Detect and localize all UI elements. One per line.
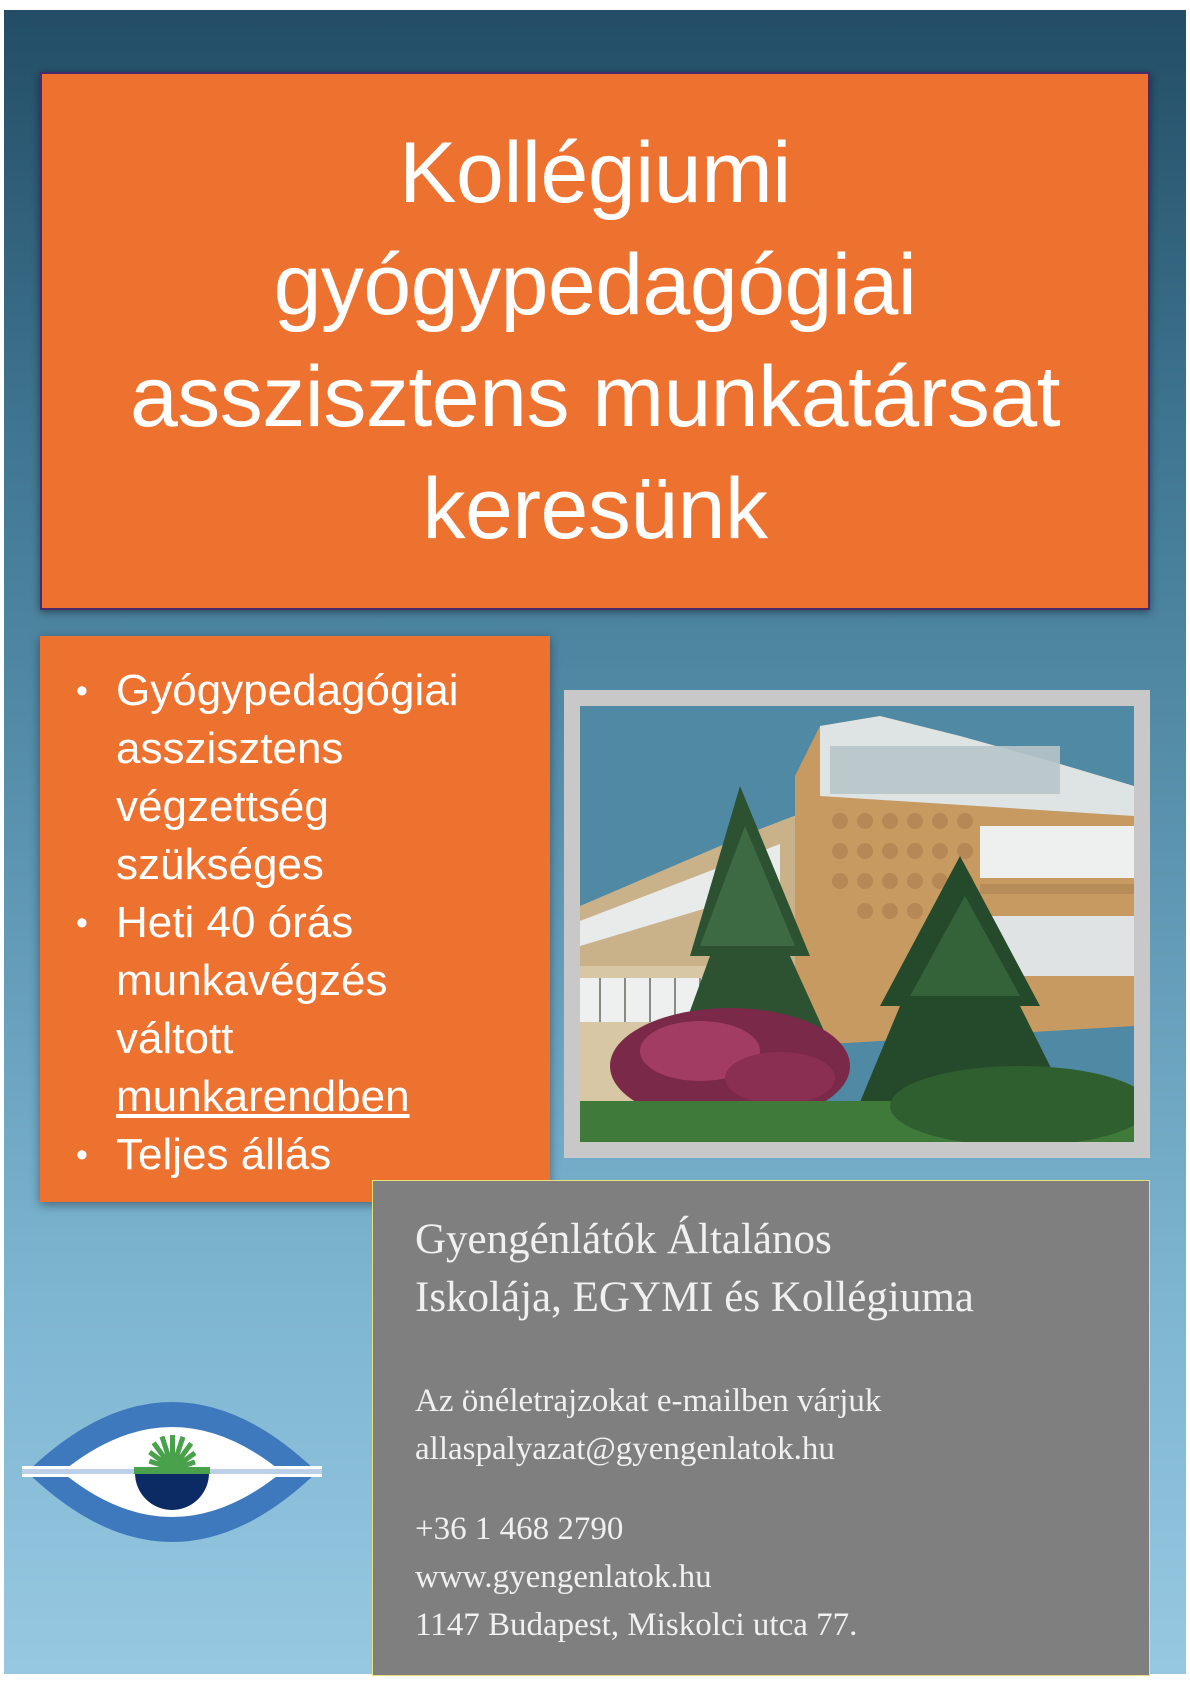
list-item-line: szükséges	[116, 840, 324, 889]
list-item	[76, 662, 540, 894]
list-item-line: Gyógypedagógiai	[116, 666, 459, 715]
contact-box	[372, 1180, 1150, 1676]
list-item	[76, 894, 540, 1126]
list-item-line: végzettség	[116, 782, 329, 831]
title-banner	[40, 72, 1150, 610]
list-item-line: Heti 40 órás	[116, 898, 354, 947]
list-item	[76, 1126, 540, 1184]
title-line: Kollégiumi	[399, 125, 791, 221]
list-item-line: Teljes állás	[116, 1130, 332, 1179]
contact-details	[415, 1505, 857, 1649]
eye-logo	[22, 1387, 322, 1557]
organization-name	[415, 1211, 974, 1327]
email-address[interactable]: allaspalyazat@gyengenlatok.hu	[415, 1431, 835, 1467]
title-line: keresünk	[422, 461, 768, 557]
requirements-list	[40, 636, 550, 1184]
title-line: asszisztens munkatársat	[129, 349, 1061, 445]
list-item-line: asszisztens	[116, 724, 344, 773]
requirements-box	[40, 636, 550, 1202]
school-building-photo	[564, 690, 1150, 1158]
list-item-line: munkarendben	[116, 1072, 410, 1121]
building-photo-image	[580, 706, 1134, 1142]
organization-name-line: Iskolája, EGYMI és Kollégiuma	[415, 1274, 974, 1321]
organization-name-line: Gyengénlátók Általános	[415, 1216, 832, 1263]
poster-background	[4, 10, 1186, 1674]
application-info	[415, 1377, 881, 1473]
cv-note: Az önéletrajzokat e-mailben várjuk	[415, 1383, 882, 1419]
website-link[interactable]: www.gyengenlatok.hu	[415, 1559, 712, 1595]
phone-number[interactable]: +36 1 468 2790	[415, 1511, 624, 1547]
title-line: gyógypedagógiai	[273, 237, 917, 333]
list-item-line: váltott	[116, 1014, 234, 1063]
list-item-line: munkavégzés	[116, 956, 388, 1005]
postal-address: 1147 Budapest, Miskolci utca 77.	[415, 1607, 858, 1643]
page-title	[130, 117, 1060, 565]
